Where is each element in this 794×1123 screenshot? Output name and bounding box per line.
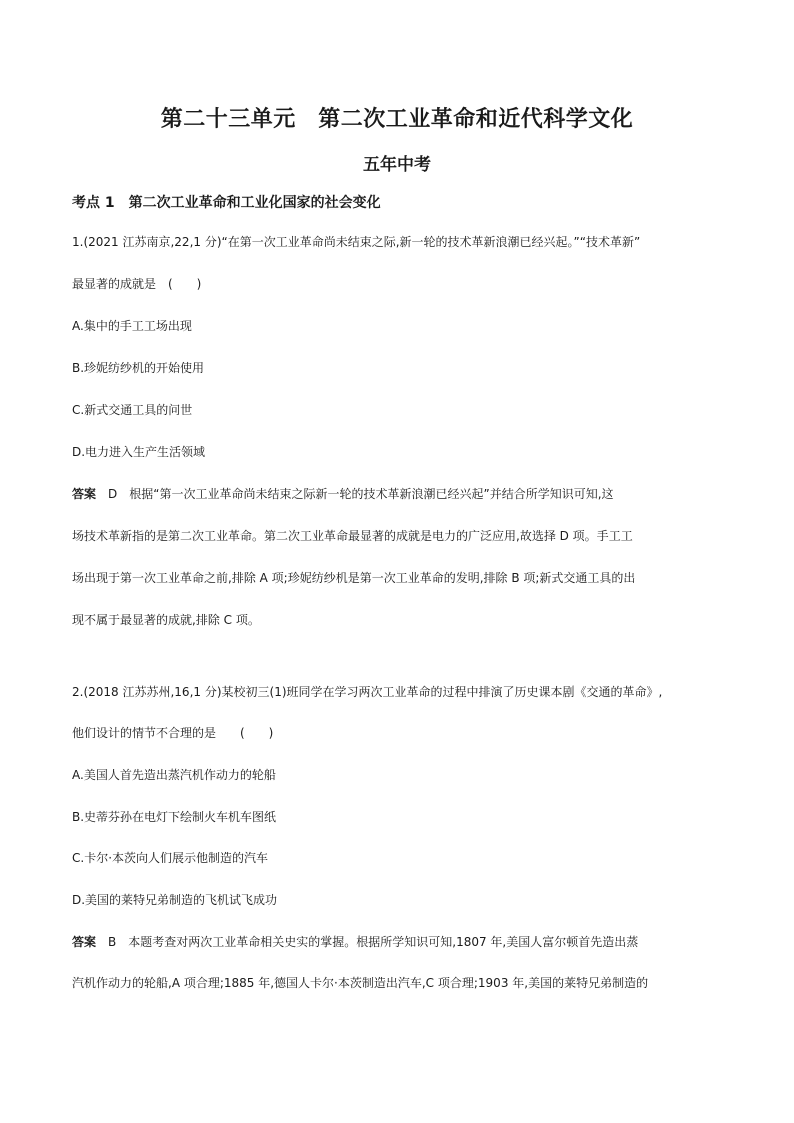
q2-option-a: A.美国人首先造出蒸汽机作动力的轮船 (72, 768, 276, 782)
q2-answer-line-2: 汽机作动力的轮船,A 项合理;1885 年,德国人卡尔·本茨制造出汽车,C 项合理;1903 年,美国的莱特兄弟制造的 (72, 976, 649, 990)
q1-answer-text-1: D 根据“第一次工业革命尚未结束之际新一轮的技术革新浪潮已经兴起”并结合所学知识可知,这 (96, 487, 614, 501)
q2-option-b: B.史蒂芬孙在电灯下绘制火车机车图纸 (72, 810, 277, 824)
q1-option-a: A.集中的手工工场出现 (72, 319, 192, 333)
q1-answer-line-1 (72, 486, 614, 502)
q1-option-d: D.电力进入生产生活领域 (72, 445, 206, 459)
page-subtitle: 五年中考 (363, 155, 431, 175)
q1-stem-line-2: 最显著的成就是 ( ) (72, 277, 202, 291)
q2-option-c: C.卡尔·本茨向人们展示他制造的汽车 (72, 851, 269, 865)
q2-answer-label: 答案 (72, 935, 97, 949)
q1-answer-line-3: 场出现于第一次工业革命之前,排除 A 项;珍妮纺纱机是第一次工业革命的发明,排除 B 项;新式交通工具的出 (72, 571, 636, 585)
q1-stem-line-1: 1.(2021 江苏南京,22,1 分)“在第一次工业革命尚未结束之际,新一轮的技术革新浪潮已经兴起。”“技术革新” (72, 235, 641, 249)
q2-answer-line-1 (72, 934, 638, 950)
q1-option-c: C.新式交通工具的问世 (72, 403, 193, 417)
q2-stem-line-1: 2.(2018 江苏苏州,16,1 分)某校初三(1)班同学在学习两次工业革命的过程中排演了历史课本剧《交通的革命》, (72, 685, 663, 699)
page-title: 第二十三单元 第二次工业革命和近代科学文化 (160, 107, 634, 132)
q1-answer-line-2: 场技术革新指的是第二次工业革命。第二次工业革命最显著的成就是电力的广泛应用,故选择 D 项。手工工 (72, 529, 633, 543)
q2-answer-text-1: B 本题考查对两次工业革命相关史实的掌握。根据所学知识可知,1807 年,美国人富尔顿首先造出蒸 (96, 935, 639, 949)
q1-option-b: B.珍妮纺纱机的开始使用 (72, 361, 205, 375)
q2-option-d: D.美国的莱特兄弟制造的飞机试飞成功 (72, 893, 278, 907)
q2-stem-line-2: 他们设计的情节不合理的是 ( ) (72, 726, 274, 740)
section-heading: 考点 1 第二次工业革命和工业化国家的社会变化 (72, 195, 381, 211)
q1-answer-line-4: 现不属于最显著的成就,排除 C 项。 (72, 613, 260, 627)
q1-answer-label: 答案 (72, 487, 97, 501)
